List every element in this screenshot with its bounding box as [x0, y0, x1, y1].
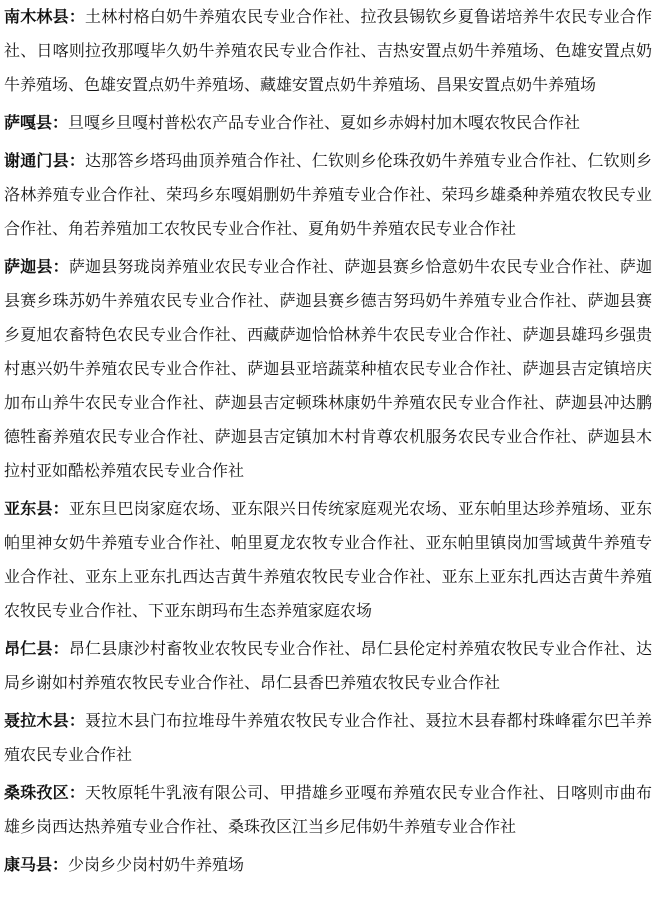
- county-paragraph-nielamu: [4, 704, 652, 772]
- cooperative-list: 聂拉木县门布拉堆母牛养殖农牧民专业合作社、聂拉木县春都村珠峰霍尔巴羊养殖农民专业合作社: [4, 711, 652, 764]
- cooperative-list: 旦嘎乡旦嘎村普松农产品专业合作社、夏如乡赤姆村加木嘎农牧民合作社: [68, 113, 581, 132]
- county-paragraph-sangzhuzi: [4, 776, 652, 844]
- cooperative-list: 少岗乡少岗村奶牛养殖场: [68, 855, 245, 874]
- cooperative-list: 天牧原牦牛乳液有限公司、甲措雄乡亚嘎布养殖农民专业合作社、日喀则市曲布雄乡岗西达热养殖专业合作社、桑珠孜区江当乡尼伟奶牛养殖专业合作社: [4, 783, 652, 836]
- county-paragraph-xietongmen: [4, 144, 652, 246]
- county-heading: 亚东县：: [4, 499, 69, 518]
- county-paragraph-sajia: [4, 250, 652, 488]
- cooperative-list: 萨迦县努珑岗养殖业农民专业合作社、萨迦县赛乡恰意奶牛农民专业合作社、萨迦县赛乡珠苏奶牛养殖农民专业合作社、萨迦县赛乡德吉努玛奶牛养殖专业合作社、萨迦县赛乡夏旭农畜特色农民专业合作社、西藏萨迦恰恰林养牛农民专业合作社、萨迦县雄玛乡强贵村惠兴奶牛养殖农民专业合作社、萨迦县亚培蔬菜种植农民专业合作社、萨迦县吉定镇培庆加布山养牛农民专业合作社、萨迦县吉定顿珠林康奶牛养殖农民专业合作社、萨迦县冲达鹏德牲畜养殖农民专业合作社、萨迦县吉定镇加木村肯尊农机服务农民专业合作社、萨迦县木拉村亚如酷松养殖农民专业合作社: [4, 257, 652, 480]
- cooperative-list: 亚东旦巴岗家庭农场、亚东限兴日传统家庭观光农场、亚东帕里达珍养殖场、亚东帕里神女奶牛养殖专业合作社、帕里夏龙农牧专业合作社、亚东帕里镇岗加雪域黄牛养殖专业合作社、亚东上亚东扎西达吉黄牛养殖农牧民专业合作社、亚东上亚东扎西达吉黄牛养殖农牧民专业合作社、下亚东朗玛布生态养殖家庭农场: [4, 499, 652, 620]
- cooperative-list: 土林村格白奶牛养殖农民专业合作社、拉孜县锡钦乡夏鲁诺培养牛农民专业合作社、日喀则拉孜那嘎毕久奶牛养殖农民专业合作社、吉热安置点奶牛养殖场、色雄安置点奶牛养殖场、色雄安置点奶牛养殖场、藏雄安置点奶牛养殖场、昌果安置点奶牛养殖场: [4, 7, 652, 94]
- county-paragraph-nanmulin: [4, 0, 652, 102]
- county-heading: 谢通门县：: [4, 151, 86, 170]
- county-heading: 昂仁县：: [4, 639, 69, 658]
- county-heading: 萨迦县：: [4, 257, 69, 276]
- cooperative-list: 昂仁县康沙村畜牧业农牧民专业合作社、昂仁县伦定村养殖农牧民专业合作社、达局乡谢如村养殖农牧民专业合作社、昂仁县香巴养殖农牧民专业合作社: [4, 639, 652, 692]
- county-heading: 南木林县：: [4, 7, 86, 26]
- county-heading: 聂拉木县：: [4, 711, 86, 730]
- county-heading: 康马县：: [4, 855, 69, 874]
- county-paragraph-angren: [4, 632, 652, 700]
- cooperative-list: 达那答乡塔玛曲顶养殖合作社、仁钦则乡伦珠孜奶牛养殖专业合作社、仁钦则乡洛林养殖专业合作社、荣玛乡东嘎娟删奶牛养殖专业合作社、荣玛乡雄桑种养殖农牧民专业合作社、角若养殖加工农牧民专业合作社、夏角奶牛养殖农民专业合作社: [4, 151, 652, 238]
- county-paragraph-yadong: [4, 492, 652, 628]
- county-heading: 桑珠孜区：: [4, 783, 86, 802]
- county-paragraph-kangma: [4, 848, 652, 882]
- county-heading: 萨嘎县：: [4, 113, 69, 132]
- county-paragraph-saga: [4, 106, 652, 140]
